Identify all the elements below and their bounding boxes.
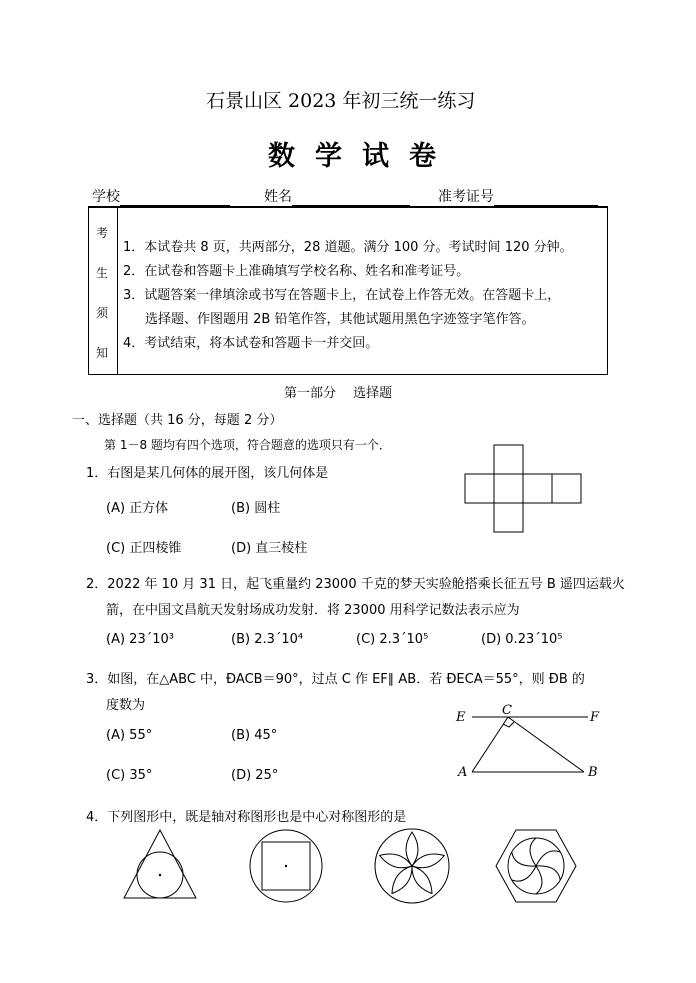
q3-line-2: 度数为 bbox=[106, 698, 146, 713]
exam-title-line: 石景山区 2023 年初三统一练习 bbox=[206, 90, 476, 112]
q3-option-d[interactable]: (D) 25° bbox=[231, 768, 279, 783]
school-blank[interactable] bbox=[120, 191, 230, 206]
q3-option-c[interactable]: (C) 35° bbox=[106, 768, 153, 783]
part-title: 第一部分 选择题 bbox=[284, 386, 393, 401]
label-c: C bbox=[502, 703, 512, 718]
subject-title: 数学试卷 bbox=[268, 141, 456, 172]
q4-figure-circle-square[interactable] bbox=[246, 827, 326, 905]
q2-line-2: 箭，在中国文昌航天发射场成功发射．将 23000 用科学记数法表示应为 bbox=[106, 603, 520, 618]
q3-option-b[interactable]: (B) 45° bbox=[231, 728, 278, 743]
q3-option-a[interactable]: (A) 55° bbox=[106, 728, 153, 743]
q3-line-1: 3．如图，在△ABC 中，ÐACB＝90°，过点 C 作 EF∥ AB．若 ÐECA＝55°，则 ÐB 的 bbox=[86, 672, 585, 687]
field-exam-id-label: 准考证号 bbox=[438, 189, 494, 205]
q4-figure-circle-flower[interactable] bbox=[372, 826, 452, 906]
label-e: E bbox=[456, 710, 466, 725]
notice-char: 考 bbox=[96, 226, 109, 240]
label-b: B bbox=[588, 765, 598, 780]
field-school bbox=[92, 186, 230, 206]
q3-triangle-figure bbox=[454, 702, 604, 784]
notice-char: 生 bbox=[96, 266, 109, 280]
notice-box bbox=[88, 206, 608, 375]
q1-option-d[interactable]: (D) 直三棱柱 bbox=[231, 541, 308, 556]
notice-item-1: 1．本试卷共 8 页，共两部分，28 道题。满分 100 分。考试时间 120 分钟。 bbox=[123, 240, 573, 255]
q2-option-b[interactable]: (B) 2.3´10⁴ bbox=[231, 632, 304, 647]
q2-line-1: 2．2022 年 10 月 31 日，起飞重量约 23000 千克的梦天实验舱搭乘长征五号 B 遥四运载火 bbox=[86, 577, 625, 592]
notice-item-2: 2．在试卷和答题卡上准确填写学校名称、姓名和准考证号。 bbox=[123, 264, 470, 279]
field-name bbox=[264, 186, 410, 206]
section-heading: 一、选择题（共 16 分，每题 2 分） bbox=[72, 413, 283, 428]
q2-option-a[interactable]: (A) 23´10³ bbox=[106, 632, 174, 647]
q1-stem: 1．右图是某几何体的展开图，该几何体是 bbox=[86, 466, 329, 481]
notice-label bbox=[89, 208, 118, 374]
name-blank[interactable] bbox=[292, 191, 410, 206]
q2-option-c[interactable]: (C) 2.3´10⁵ bbox=[356, 632, 429, 647]
section-instruction: 第 1－8 题均有四个选项，符合题意的选项只有一个． bbox=[104, 438, 391, 452]
q2-option-d[interactable]: (D) 0.23´10⁵ bbox=[481, 632, 563, 647]
q1-option-a[interactable]: (A) 正方体 bbox=[106, 501, 169, 516]
q1-option-b[interactable]: (B) 圆柱 bbox=[231, 501, 281, 516]
exam-id-blank[interactable] bbox=[494, 191, 598, 206]
field-exam-id bbox=[438, 186, 598, 206]
notice-item-3: 3．试题答案一律填涂或书写在答题卡上，在试卷上作答无效。在答题卡上， bbox=[123, 288, 561, 303]
field-name-label: 姓名 bbox=[264, 189, 292, 205]
notice-item-4: 4．考试结束，将本试卷和答题卡一并交回。 bbox=[123, 336, 379, 351]
label-a: A bbox=[458, 765, 468, 780]
label-f: F bbox=[590, 710, 600, 725]
q4-stem: 4．下列图形中，既是轴对称图形也是中心对称图形的是 bbox=[86, 810, 407, 825]
notice-char: 须 bbox=[96, 306, 109, 320]
notice-item-3-cont: 选择题、作图题用 2B 铅笔作答，其他试题用黑色字迹签字笔作答。 bbox=[145, 312, 535, 327]
q4-figure-hexagon-swirl[interactable] bbox=[494, 826, 578, 906]
field-school-label: 学校 bbox=[92, 189, 120, 205]
q1-option-c[interactable]: (C) 正四棱锥 bbox=[106, 541, 182, 556]
q4-figure-triangle-circle[interactable] bbox=[120, 828, 200, 904]
q1-net-figure bbox=[462, 444, 584, 534]
notice-char: 知 bbox=[96, 346, 109, 360]
